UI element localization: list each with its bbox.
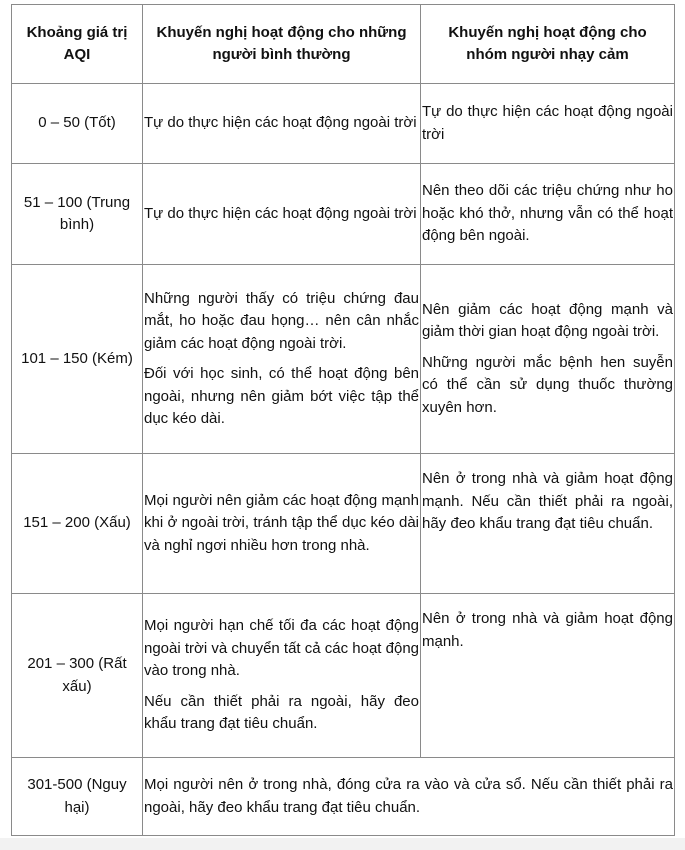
header-aqi-range: Khoảng giá trị AQI (12, 5, 143, 84)
table-row (12, 758, 675, 836)
sensitive-recommendation-cell (421, 164, 675, 265)
normal-recommendation-cell (143, 454, 421, 594)
recommendation-text: Mọi người nên ở trong nhà, đóng cửa ra vào và cửa sổ. Nếu cần thiết phải ra ngoài, hãy đeo khẩu trang đạt tiêu chuẩn. (144, 776, 673, 816)
normal-recommendation-cell (143, 265, 421, 454)
recommendation-text: Nên giảm các hoạt động mạnh và giảm thời gian hoạt động ngoài trời. (422, 300, 673, 341)
aqi-range-cell: 301-500 (Nguy hại) (12, 758, 143, 836)
recommendation-text: Nên theo dõi các triệu chứng như ho hoặc khó thở, nhưng vẫn có thể hoạt động bên ngoài. (422, 182, 673, 245)
aqi-range-cell: 201 – 300 (Rất xấu) (12, 594, 143, 758)
merged-recommendation-cell (143, 758, 675, 836)
sensitive-recommendation-cell (421, 84, 675, 164)
recommendation-text: Mọi người hạn chế tối đa các hoạt động ngoài trời và chuyển tất cả các hoạt động vào trong nhà. (144, 617, 420, 680)
recommendation-text: Nên ở trong nhà và giảm hoạt động mạnh. Nếu cần thiết phải ra ngoài, hãy đeo khẩu trang đạt tiêu chuẩn. (422, 470, 673, 532)
normal-recommendation-cell (143, 84, 421, 164)
table-row (12, 164, 675, 265)
aqi-range-cell: 0 – 50 (Tốt) (12, 84, 143, 164)
table-row (12, 454, 675, 594)
sensitive-recommendation-cell (421, 454, 675, 594)
recommendation-text: Tự do thực hiện các hoạt động ngoài trời (144, 114, 417, 132)
header-sensitive-recommendation: Khuyến nghị hoạt động cho nhóm người nhạy cảm (421, 5, 675, 84)
table-row (12, 594, 675, 758)
aqi-range-cell: 51 – 100 (Trung bình) (12, 164, 143, 265)
aqi-range-cell: 101 – 150 (Kém) (12, 265, 143, 454)
normal-recommendation-cell (143, 164, 421, 265)
recommendation-text: Đối với học sinh, có thể hoạt động bên ngoài, nhưng nên giảm bớt việc tập thể dục kéo dài. (144, 365, 419, 427)
sensitive-recommendation-cell (421, 265, 675, 454)
aqi-range-cell: 151 – 200 (Xấu) (12, 454, 143, 594)
sensitive-recommendation-cell (421, 594, 675, 758)
recommendation-text: Tự do thực hiện các hoạt động ngoài trời (144, 204, 417, 222)
header-normal-recommendation: Khuyến nghị hoạt động cho những người bình thường (143, 5, 421, 84)
recommendation-text: Nên ở trong nhà và giảm hoạt động mạnh. (422, 610, 673, 650)
normal-recommendation-cell (143, 594, 421, 758)
recommendation-text: Nếu cần thiết phải ra ngoài, hãy đeo khẩu trang đạt tiêu chuẩn. (144, 692, 419, 733)
table-row (12, 84, 675, 164)
recommendation-text: Những người thấy có triệu chứng đau mắt, ho hoặc đau họng… nên cân nhắc giảm các hoạt động ngoài trời. (144, 289, 419, 352)
recommendation-text: Tự do thực hiện các hoạt động ngoài trời (422, 103, 673, 143)
page-background-strip (0, 838, 685, 850)
recommendation-text: Những người mắc bệnh hen suyễn có thể cần sử dụng thuốc thường xuyên hơn. (422, 353, 673, 416)
header-row (12, 5, 675, 84)
recommendation-text: Mọi người nên giảm các hoạt động mạnh khi ở ngoài trời, tránh tập thể dục kéo dài và nghỉ ngơi nhiều hơn trong nhà. (144, 491, 419, 554)
table-row (12, 265, 675, 454)
aqi-recommendation-table (11, 4, 675, 836)
